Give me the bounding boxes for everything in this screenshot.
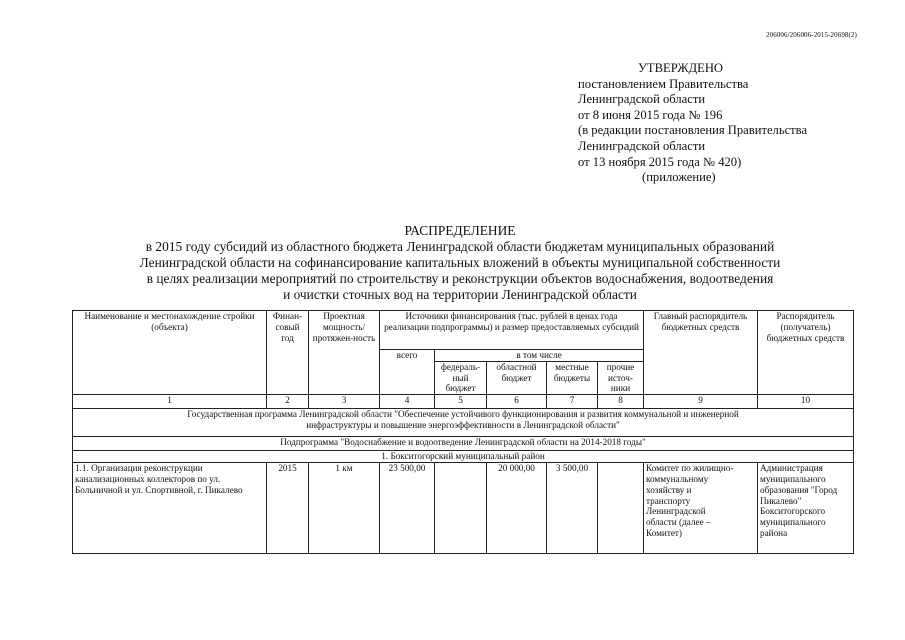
manager: Администрация муниципального образования "Город Пикалево" Бокситогорского муниципального района [758, 463, 854, 554]
header-regional: областной бюджет [487, 361, 547, 394]
financial-year: 2015 [267, 463, 309, 554]
program-row [73, 409, 854, 437]
district-row [73, 451, 854, 463]
column-number-row [73, 395, 854, 409]
table-header-row [73, 311, 854, 350]
header-federal: федераль-ный бюджет [435, 361, 487, 394]
title-line: Ленинградской области на софинансирование капитальных вложений в объекты муниципальной собственности [139, 255, 781, 270]
header-capacity: Проектная мощность/ протяжен-ность [309, 311, 380, 395]
approval-heading: УТВЕРЖДЕНО [638, 61, 724, 75]
subprogram-title: Подпрограмма "Водоснабжение и водоотведение Ленинградской области на 2014-2018 годы" [73, 437, 854, 451]
subprogram-row [73, 437, 854, 451]
header-year: Финан-совый год [267, 311, 309, 395]
column-number: 8 [598, 395, 644, 409]
title-heading: РАСПРЕДЕЛЕНИЕ [404, 223, 516, 238]
approval-line: постановлением Правительства [578, 76, 749, 91]
column-number: 7 [547, 395, 598, 409]
capacity: 1 км [309, 463, 380, 554]
column-number: 1 [73, 395, 267, 409]
approval-line: Ленинградской области [578, 138, 706, 153]
header-including: в том числе [435, 350, 644, 362]
column-number: 9 [644, 395, 758, 409]
approval-appendix: (приложение) [642, 170, 716, 185]
district-title: 1. Бокситогорский муниципальный район [73, 451, 854, 463]
approval-line: Ленинградской области [578, 92, 706, 107]
local-amount: 3 500,00 [547, 463, 598, 554]
object-name: 1.1. Организация реконструкции канализационных коллекторов по ул. Больничной и ул. Спортивной, г. Пикалево [73, 463, 267, 554]
column-number: 6 [487, 395, 547, 409]
header-main-manager: Главный распорядитель бюджетных средств [644, 311, 758, 395]
title-line: в целях реализации мероприятий по строительству и реконструкции объектов водоснабжения, водоотведения [146, 271, 774, 286]
document-title [60, 223, 860, 303]
column-number: 4 [380, 395, 435, 409]
federal-amount [435, 463, 487, 554]
header-local: местные бюджеты [547, 361, 598, 394]
column-number: 5 [435, 395, 487, 409]
approval-line: (в редакции постановления Правительства [578, 123, 808, 138]
table-row [73, 463, 854, 554]
header-total: всего [380, 350, 435, 395]
header-manager: Распорядитель (получатель) бюджетных средств [758, 311, 854, 395]
title-line: в 2015 году субсидий из областного бюджета Ленинградской области бюджетам муниципальных образований [145, 239, 775, 254]
approval-block [578, 61, 807, 186]
header-name: Наименование и местонахождение стройки (объекта) [73, 311, 267, 395]
document-code: 206006/206006-2015-20698(2) [766, 31, 857, 39]
column-number: 2 [267, 395, 309, 409]
title-line: и очистки сточных вод на территории Ленинградской области [283, 287, 637, 302]
column-number: 10 [758, 395, 854, 409]
header-other: прочие источ-ники [598, 361, 644, 394]
program-title: Государственная программа Ленинградской области "Обеспечение устойчивого функционирования и развития коммунальной и инженерной инфраструктуры и повышение энергоэффективности в Ленинградской области" [73, 409, 854, 437]
approval-line: от 8 июня 2015 года № 196 [578, 107, 723, 122]
regional-amount: 20 000,00 [487, 463, 547, 554]
distribution-table [72, 310, 854, 554]
other-amount [598, 463, 644, 554]
header-sources: Источники финансирования (тыс. рублей в ценах года реализации подпрограммы) и размер предоставляемых субсидий [380, 311, 644, 350]
column-number: 3 [309, 395, 380, 409]
total-amount: 23 500,00 [380, 463, 435, 554]
main-manager: Комитет по жилищно-коммунальному хозяйству и транспорту Ленинградской области (далее – Комитет) [644, 463, 758, 554]
approval-line: от 13 ноября 2015 года № 420) [578, 154, 742, 169]
